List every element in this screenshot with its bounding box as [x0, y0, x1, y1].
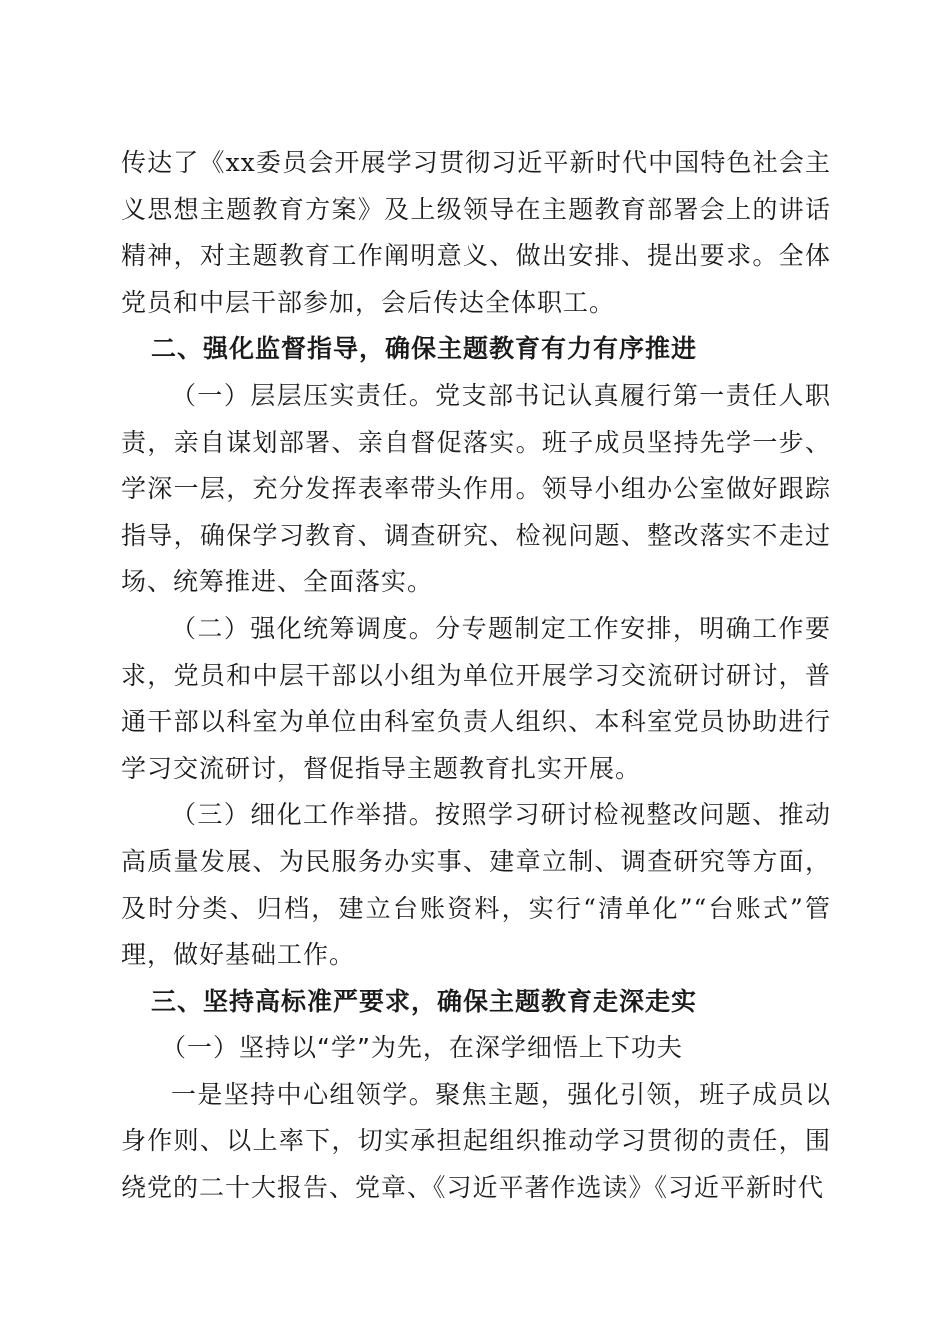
section-heading: 三、坚持高标准严要求，确保主题教育走深走实: [151, 986, 698, 1016]
section-heading: 二、强化监督指导，确保主题教育有力有序推进: [151, 334, 698, 364]
item-lead: 一是坚持中心组领学。: [171, 1079, 436, 1109]
item-text: 党支部书记认真履行第一责任人职责，亲自谋划部署、亲自督促落实。班子成员坚持先学一步、学深一层，充分发挥表率带头作用。领导小组办公室做好跟踪指导，确保学习教育、调查研究、检视问题、整改落实不走过场、统筹推进、全面落实。: [121, 380, 831, 597]
item-lead: （一）层层压实责任。: [171, 380, 436, 410]
item-paragraph: [121, 373, 831, 606]
item-paragraph: [121, 1072, 831, 1212]
item-text: 分专题制定工作安排，明确工作要求，党员和中层干部以小组为单位开展学习交流研讨研讨，普通干部以科室为单位由科室负责人组织、本科室党员协助进行学习交流研讨，督促指导主题教育扎实开展。: [121, 613, 831, 783]
item-text: 聚焦主题，强化引领，班子成员以身作则、以上率下，切实承担起组织推动学习贯彻的责任，围绕党的二十大报告、党章、《习近平著作选读》《习近平新时代: [121, 1079, 831, 1203]
item-lead: （二）强化统筹调度。: [171, 613, 436, 643]
item-lead: （三）细化工作举措。: [171, 800, 436, 830]
document-body: [121, 140, 831, 1212]
subsection-heading: （一）坚持以“学”为先，在深学细悟上下功夫: [161, 1033, 683, 1063]
item-text: 按照学习研讨检视整改问题、推动高质量发展、为民服务办实事、建章立制、调查研究等方面，及时分类、归档，建立台账资料，实行“清单化”“台账式”管理，做好基础工作。: [121, 800, 831, 970]
item-paragraph: [121, 606, 831, 792]
body-paragraph: 传达了《xx委员会开展学习贯彻习近平新时代中国特色社会主义思想主题教育方案》及上级领导在主题教育部署会上的讲话精神，对主题教育工作阐明意义、做出安排、提出要求。全体党员和中层干部参加，会后传达全体职工。: [121, 148, 831, 317]
item-paragraph: [121, 792, 831, 978]
